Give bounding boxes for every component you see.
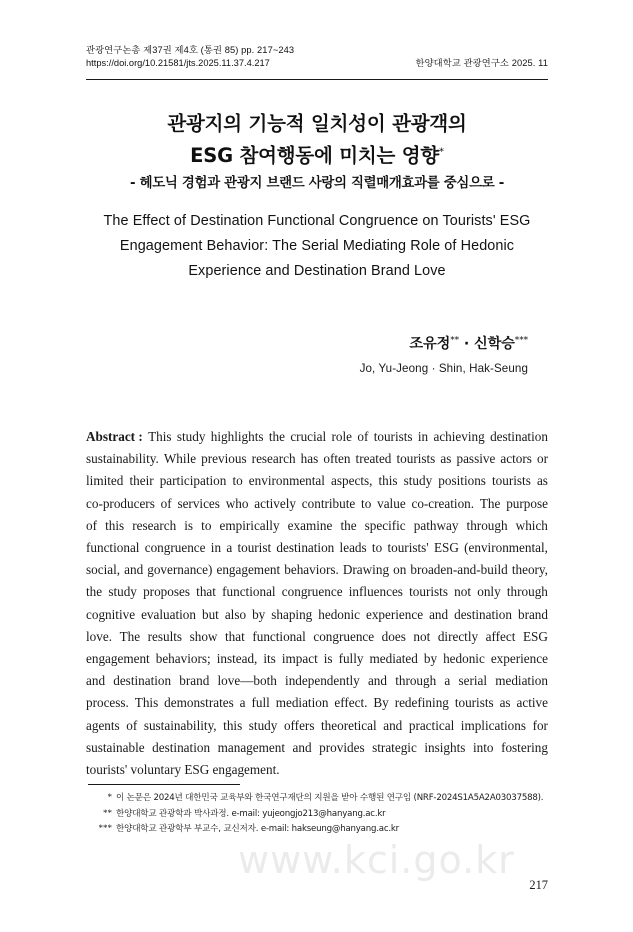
abstract-word: in	[417, 429, 429, 444]
abstract-word: that	[225, 628, 245, 644]
abstract-word: love.	[86, 628, 113, 644]
abstract-word: is	[184, 517, 194, 533]
abstract-word: insights	[424, 739, 466, 755]
abstract-word: The	[479, 495, 501, 511]
abstract-word: purpose	[506, 495, 548, 511]
abstract-word: through	[466, 517, 508, 533]
abstract-word: brand	[179, 673, 210, 689]
abstract-word: as	[536, 473, 548, 489]
abstract-word: shaping	[271, 606, 313, 622]
abstract-word: congruence	[144, 540, 206, 556]
abstract-word: active	[516, 695, 548, 711]
abstract-word: limited	[86, 473, 124, 489]
title-english-line-3: Experience and Destination Brand Love	[188, 262, 446, 279]
footnote-item	[86, 821, 556, 837]
abstract-word: study	[248, 717, 278, 733]
abstract-word: of	[86, 517, 97, 533]
abstract-word: this	[223, 717, 243, 733]
title-english	[96, 209, 538, 283]
abstract-word: by	[252, 606, 266, 622]
abstract-line	[86, 759, 548, 781]
abstract-word: who	[225, 495, 249, 511]
abstract-word: mediation	[275, 695, 329, 711]
abstract-word: functional	[86, 540, 140, 556]
title-korean	[86, 108, 548, 171]
abstract-word: often	[323, 451, 351, 467]
abstract-word: of	[160, 495, 172, 511]
abstract-line	[86, 737, 548, 759]
abstract-line	[86, 626, 548, 648]
abstract-word: destination	[490, 429, 548, 444]
abstract-word: a	[226, 540, 233, 556]
abstract-word: passive	[456, 451, 496, 467]
abstract-word: and	[429, 606, 449, 622]
author-1-footnote-marker: **	[450, 335, 459, 346]
abstract-line	[86, 559, 548, 581]
abstract-word: functional	[252, 628, 306, 644]
abstract-word: offers	[283, 717, 315, 733]
abstract-word: actively	[254, 495, 296, 511]
abstract-line	[86, 581, 548, 603]
abstract-word: congruence	[281, 584, 343, 600]
journal-publisher: 한양대학교 관광연구소 2025. 11	[415, 58, 548, 69]
abstract-word: By	[373, 695, 389, 711]
journal-doi[interactable]: https://doi.org/10.21581/jts.2025.11.37.4.217	[86, 58, 270, 69]
abstract-word: the	[340, 517, 357, 533]
abstract-word: or	[536, 451, 548, 467]
page-content	[86, 0, 548, 932]
abstract-word: destination	[454, 606, 512, 622]
abstract-word: services	[177, 495, 220, 511]
journal-header-row-2	[86, 57, 548, 70]
abstract-line	[86, 692, 548, 714]
abstract-word: not	[454, 584, 472, 600]
abstract-word: serial	[458, 673, 488, 689]
abstract-word: this	[105, 517, 125, 533]
abstract-word: Drawing	[342, 562, 390, 578]
abstract-word: highlights	[210, 429, 264, 444]
footnote-divider	[88, 784, 240, 785]
abstract-word: sustainable	[86, 739, 145, 755]
abstract-word: tourists	[396, 451, 436, 467]
abstract-word: study	[403, 473, 433, 489]
footnote-item	[86, 790, 556, 806]
authors-english: Jo, Yu-Jeong · Shin, Hak-Seung	[359, 362, 528, 375]
abstract-word: directly	[437, 628, 479, 644]
abstract-word: cognitive	[86, 606, 136, 622]
abstract-word: tourists	[454, 695, 494, 711]
abstract-word: demonstrates	[164, 695, 234, 711]
abstract-word: evaluation	[141, 606, 196, 622]
abstract-word: and	[383, 717, 403, 733]
abstract-word: pathway	[413, 517, 459, 533]
abstract-word: and	[124, 562, 144, 578]
author-separator: ·	[459, 336, 474, 352]
abstract-line	[86, 670, 548, 692]
journal-citation: 관광연구논총 제37권 제4호 (통권 85) pp. 217~243	[86, 45, 295, 55]
abstract-word: love—both	[217, 673, 277, 689]
abstract-word: also	[224, 606, 247, 622]
abstract-word: This	[134, 695, 159, 711]
abstract-word: and	[292, 739, 312, 755]
header-divider	[86, 79, 548, 80]
abstract-word: sustainability,	[143, 717, 217, 733]
abstract-word: the	[86, 584, 103, 600]
abstract-word: that	[196, 584, 216, 600]
abstract-word: ESG	[433, 540, 459, 556]
abstract-word: on	[393, 562, 407, 578]
abstract-word: in	[210, 540, 222, 556]
abstract-word: co-producers	[86, 495, 155, 511]
abstract-word: and	[86, 673, 106, 689]
abstract-word: experience	[490, 651, 548, 667]
abstract-line	[86, 470, 548, 492]
footnotes	[86, 790, 556, 837]
abstract-word: implications	[460, 717, 526, 733]
abstract-word: destination	[276, 540, 335, 556]
abstract-word: examine	[287, 517, 333, 533]
abstract-word: behaviors;	[155, 651, 211, 667]
abstract-word: actors	[500, 451, 532, 467]
abstract-word: of	[126, 717, 138, 733]
abstract-word: is	[323, 651, 333, 667]
title-english-line-1: The Effect of Destination Functional Congruence on Tourists' ESG	[103, 213, 531, 229]
footnote-text: 한양대학교 관광학부 부교수, 교신저자. e-mail: hakseung@hanyang.ac.kr	[116, 824, 400, 835]
kci-watermark: www.kci.go.kr	[238, 838, 515, 882]
abstract-word: behaviors.	[284, 562, 339, 578]
abstract-word: impact	[281, 651, 318, 667]
footnote-marker: *	[107, 792, 112, 802]
abstract-word: specific	[364, 517, 406, 533]
subtitle-korean: - 헤도닉 경험과 관광지 브랜드 사랑의 직렬매개효과를 중심으로 -	[130, 176, 504, 191]
journal-header	[86, 44, 548, 70]
abstract-label: Abstract :	[86, 429, 143, 444]
abstract-word: theory,	[511, 562, 548, 578]
abstract-word: contribute	[301, 495, 356, 511]
abstract	[86, 426, 548, 781]
abstract-word: this	[378, 473, 398, 489]
abstract-line	[86, 448, 548, 470]
abstract-word: achieving	[433, 429, 485, 444]
abstract-word: While	[163, 451, 197, 467]
abstract-word: to	[371, 540, 383, 556]
abstract-word: through	[395, 673, 437, 689]
abstract-word: for	[532, 717, 548, 733]
abstract-word: as	[499, 695, 511, 711]
footnote-text: 한양대학교 관광학과 박사과정. e-mail: yujeongjo213@hanyang.ac.kr	[116, 808, 386, 819]
title-korean-line-2-text: ESG 참여행동에 미치는 영향	[190, 143, 440, 167]
abstract-word: strategic	[372, 739, 417, 755]
abstract-word: a	[239, 695, 246, 711]
abstract-word: has	[300, 451, 319, 467]
abstract-word: theoretical	[321, 717, 377, 733]
author-1-korean: 조유정	[409, 336, 451, 352]
abstract-word: sustainability.	[86, 451, 159, 467]
abstract-line	[86, 715, 548, 737]
abstract-word: and	[367, 673, 387, 689]
abstract-word: of	[357, 429, 369, 444]
abstract-word: management	[217, 739, 285, 755]
abstract-word: effect.	[334, 695, 368, 711]
abstract-word: fully	[338, 651, 364, 667]
abstract-word: mediation	[495, 673, 548, 689]
abstract-word: value	[377, 495, 406, 511]
abstract-word: full	[251, 695, 270, 711]
abstract-word: co-creation.	[411, 495, 475, 511]
title-korean-line-2	[86, 140, 548, 172]
abstract-word: This	[148, 429, 172, 444]
author-2-korean: 신학승	[473, 336, 515, 352]
abstract-word: environmental	[248, 473, 325, 489]
abstract-word: tourists' voluntary ESG engagement.	[86, 762, 280, 778]
abstract-word: tourists	[492, 473, 531, 489]
abstract-word: congruence	[313, 628, 375, 644]
title-english-line-2: Engagement Behavior: The Serial Mediating Role of Hedonic	[119, 237, 515, 254]
abstract-word: ESG	[522, 628, 548, 644]
abstract-word: tourists	[409, 584, 448, 600]
abstract-word: proposes	[143, 584, 190, 600]
abstract-word: research	[132, 517, 177, 533]
abstract-word: tourist	[237, 540, 272, 556]
abstract-word: agents	[86, 717, 120, 733]
abstract-word: destination	[152, 739, 211, 755]
abstract-word: (environmental,	[464, 540, 548, 556]
abstract-line	[86, 493, 548, 515]
abstract-word: tourists	[373, 429, 413, 444]
abstract-word: engagement	[86, 651, 150, 667]
abstract-word: experience	[365, 606, 424, 622]
abstract-word: tourists'	[387, 540, 429, 556]
abstract-word: engagement	[216, 562, 281, 578]
abstract-word: positions	[438, 473, 486, 489]
abstract-word: through	[506, 584, 548, 600]
abstract-line	[86, 537, 548, 559]
footnote-text: 이 논문은 2024년 대한민국 교육부와 한국연구재단의 지원을 받아 수행된 연구임 (NRF-2024S1A5A2A03037588).	[116, 793, 544, 803]
abstract-word: crucial	[290, 429, 327, 444]
abstract-word: by	[423, 651, 438, 667]
abstract-word: hedonic	[318, 606, 360, 622]
abstract-word: destination	[113, 673, 172, 689]
abstract-word: study	[108, 584, 137, 600]
abstract-word: results	[147, 628, 183, 644]
abstract-line	[86, 604, 548, 626]
abstract-line	[86, 515, 548, 537]
abstract-word: hedonic	[443, 651, 485, 667]
abstract-word: the	[268, 429, 285, 444]
abstract-word: only	[477, 584, 501, 600]
abstract-word: which	[515, 517, 548, 533]
abstract-word: its	[263, 651, 276, 667]
title-korean-line-1: 관광지의 기능적 일치성이 관광객의	[167, 112, 467, 135]
abstract-word: to	[361, 495, 372, 511]
abstract-line	[86, 648, 548, 670]
abstract-line	[86, 426, 548, 448]
journal-header-row-1	[86, 44, 548, 57]
abstract-word: aspects,	[331, 473, 373, 489]
abstract-word: as	[440, 451, 452, 467]
abstract-word: but	[201, 606, 219, 622]
abstract-word: functional	[222, 584, 276, 600]
abstract-word: mediated	[369, 651, 418, 667]
abstract-word: empirically	[219, 517, 280, 533]
title-footnote-marker: *	[439, 146, 444, 158]
abstract-word: their	[129, 473, 154, 489]
abstract-word: broaden-and-build	[410, 562, 508, 578]
abstract-word: fostering	[501, 739, 548, 755]
abstract-word: previous	[201, 451, 247, 467]
abstract-word: show	[189, 628, 218, 644]
abstract-word: participation	[159, 473, 227, 489]
abstract-word: affect	[485, 628, 516, 644]
abstract-word: treated	[355, 451, 392, 467]
authors-korean	[86, 333, 548, 353]
abstract-word: influences	[348, 584, 403, 600]
abstract-word: independently	[285, 673, 360, 689]
abstract-word: into	[472, 739, 494, 755]
abstract-word: does	[381, 628, 406, 644]
page-number: 217	[529, 878, 548, 892]
footnote-item	[86, 806, 556, 822]
abstract-word: practical	[408, 717, 455, 733]
abstract-word: The	[119, 628, 141, 644]
abstract-word: redefining	[394, 695, 449, 711]
abstract-word: to	[232, 473, 243, 489]
abstract-word: not	[413, 628, 431, 644]
abstract-word: role	[331, 429, 353, 444]
abstract-word: governance)	[147, 562, 213, 578]
footnote-marker: **	[103, 807, 112, 818]
footnote-marker: ***	[98, 823, 112, 834]
abstract-word: process.	[86, 695, 129, 711]
abstract-word: instead,	[216, 651, 258, 667]
abstract-word: social,	[86, 562, 121, 578]
abstract-word: study	[176, 429, 206, 444]
abstract-word: leads	[339, 540, 367, 556]
abstract-word: brand	[517, 606, 548, 622]
abstract-word: research	[251, 451, 296, 467]
abstract-word: to	[201, 517, 212, 533]
author-2-footnote-marker: ***	[514, 335, 528, 346]
abstract-word: provides	[319, 739, 365, 755]
abstract-word: a	[444, 673, 451, 689]
